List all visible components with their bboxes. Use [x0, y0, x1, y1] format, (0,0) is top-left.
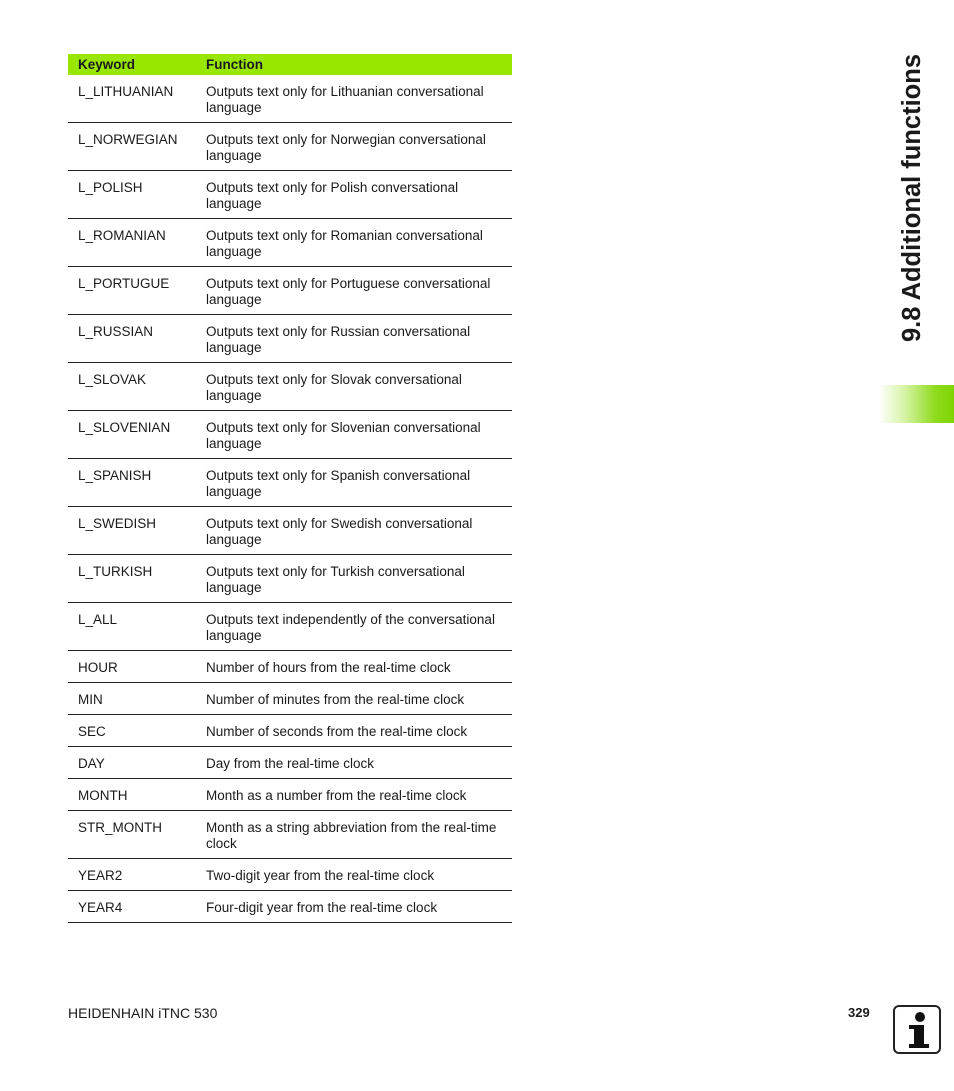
function-cell: Outputs text only for Turkish conversational language	[206, 555, 512, 603]
keyword-cell: L_SPANISH	[68, 459, 206, 507]
table-row	[68, 507, 512, 555]
keyword-cell: L_LITHUANIAN	[68, 75, 206, 123]
function-cell: Outputs text only for Spanish conversational language	[206, 459, 512, 507]
keyword-cell: L_TURKISH	[68, 555, 206, 603]
table-header-row	[68, 54, 512, 75]
table-row	[68, 363, 512, 411]
function-cell: Outputs text only for Norwegian conversational language	[206, 123, 512, 171]
table-row	[68, 411, 512, 459]
keyword-cell: YEAR2	[68, 859, 206, 891]
function-cell: Four-digit year from the real-time clock	[206, 891, 512, 923]
table-row	[68, 603, 512, 651]
keyword-cell: STR_MONTH	[68, 811, 206, 859]
chapter-tab	[879, 385, 954, 423]
table-row	[68, 555, 512, 603]
table-row	[68, 715, 512, 747]
keyword-cell: L_RUSSIAN	[68, 315, 206, 363]
keyword-cell: L_NORWEGIAN	[68, 123, 206, 171]
function-cell: Outputs text only for Swedish conversational language	[206, 507, 512, 555]
function-cell: Number of seconds from the real-time clock	[206, 715, 512, 747]
function-cell: Outputs text only for Lithuanian conversational language	[206, 75, 512, 123]
function-cell: Outputs text independently of the conversational language	[206, 603, 512, 651]
table-row	[68, 683, 512, 715]
table-row	[68, 267, 512, 315]
keyword-cell: MIN	[68, 683, 206, 715]
table-row	[68, 811, 512, 859]
function-cell: Outputs text only for Polish conversational language	[206, 171, 512, 219]
table-row	[68, 747, 512, 779]
section-title	[880, 52, 940, 344]
function-cell: Two-digit year from the real-time clock	[206, 859, 512, 891]
table-row	[68, 171, 512, 219]
function-cell: Outputs text only for Slovak conversational language	[206, 363, 512, 411]
table-row	[68, 219, 512, 267]
keyword-cell: SEC	[68, 715, 206, 747]
keyword-table	[68, 54, 512, 923]
keyword-cell: HOUR	[68, 651, 206, 683]
table-row	[68, 859, 512, 891]
keyword-cell: L_SWEDISH	[68, 507, 206, 555]
table-row	[68, 315, 512, 363]
function-cell: Month as a string abbreviation from the real-time clock	[206, 811, 512, 859]
table-row	[68, 123, 512, 171]
manual-name: HEIDENHAIN iTNC 530	[68, 1005, 218, 1021]
function-cell: Day from the real-time clock	[206, 747, 512, 779]
function-cell: Month as a number from the real-time clock	[206, 779, 512, 811]
function-cell: Outputs text only for Romanian conversational language	[206, 219, 512, 267]
function-cell: Outputs text only for Slovenian conversational language	[206, 411, 512, 459]
table-row	[68, 75, 512, 123]
keyword-cell: L_SLOVAK	[68, 363, 206, 411]
page-number: 329	[848, 1005, 870, 1020]
table-row	[68, 779, 512, 811]
table-row	[68, 459, 512, 507]
table-row	[68, 651, 512, 683]
keyword-cell: L_PORTUGUE	[68, 267, 206, 315]
keyword-cell: L_POLISH	[68, 171, 206, 219]
header-function: Function	[206, 54, 512, 75]
keyword-cell: DAY	[68, 747, 206, 779]
keyword-cell: MONTH	[68, 779, 206, 811]
function-cell: Outputs text only for Portuguese conversational language	[206, 267, 512, 315]
section-title-text: 9.8 Additional functions	[898, 53, 926, 342]
keyword-cell: L_SLOVENIAN	[68, 411, 206, 459]
function-cell: Number of hours from the real-time clock	[206, 651, 512, 683]
function-cell: Number of minutes from the real-time clock	[206, 683, 512, 715]
keyword-cell: L_ROMANIAN	[68, 219, 206, 267]
keyword-cell: L_ALL	[68, 603, 206, 651]
header-keyword: Keyword	[68, 54, 206, 75]
keyword-cell: YEAR4	[68, 891, 206, 923]
table-row	[68, 891, 512, 923]
function-cell: Outputs text only for Russian conversational language	[206, 315, 512, 363]
info-icon	[893, 1005, 941, 1054]
